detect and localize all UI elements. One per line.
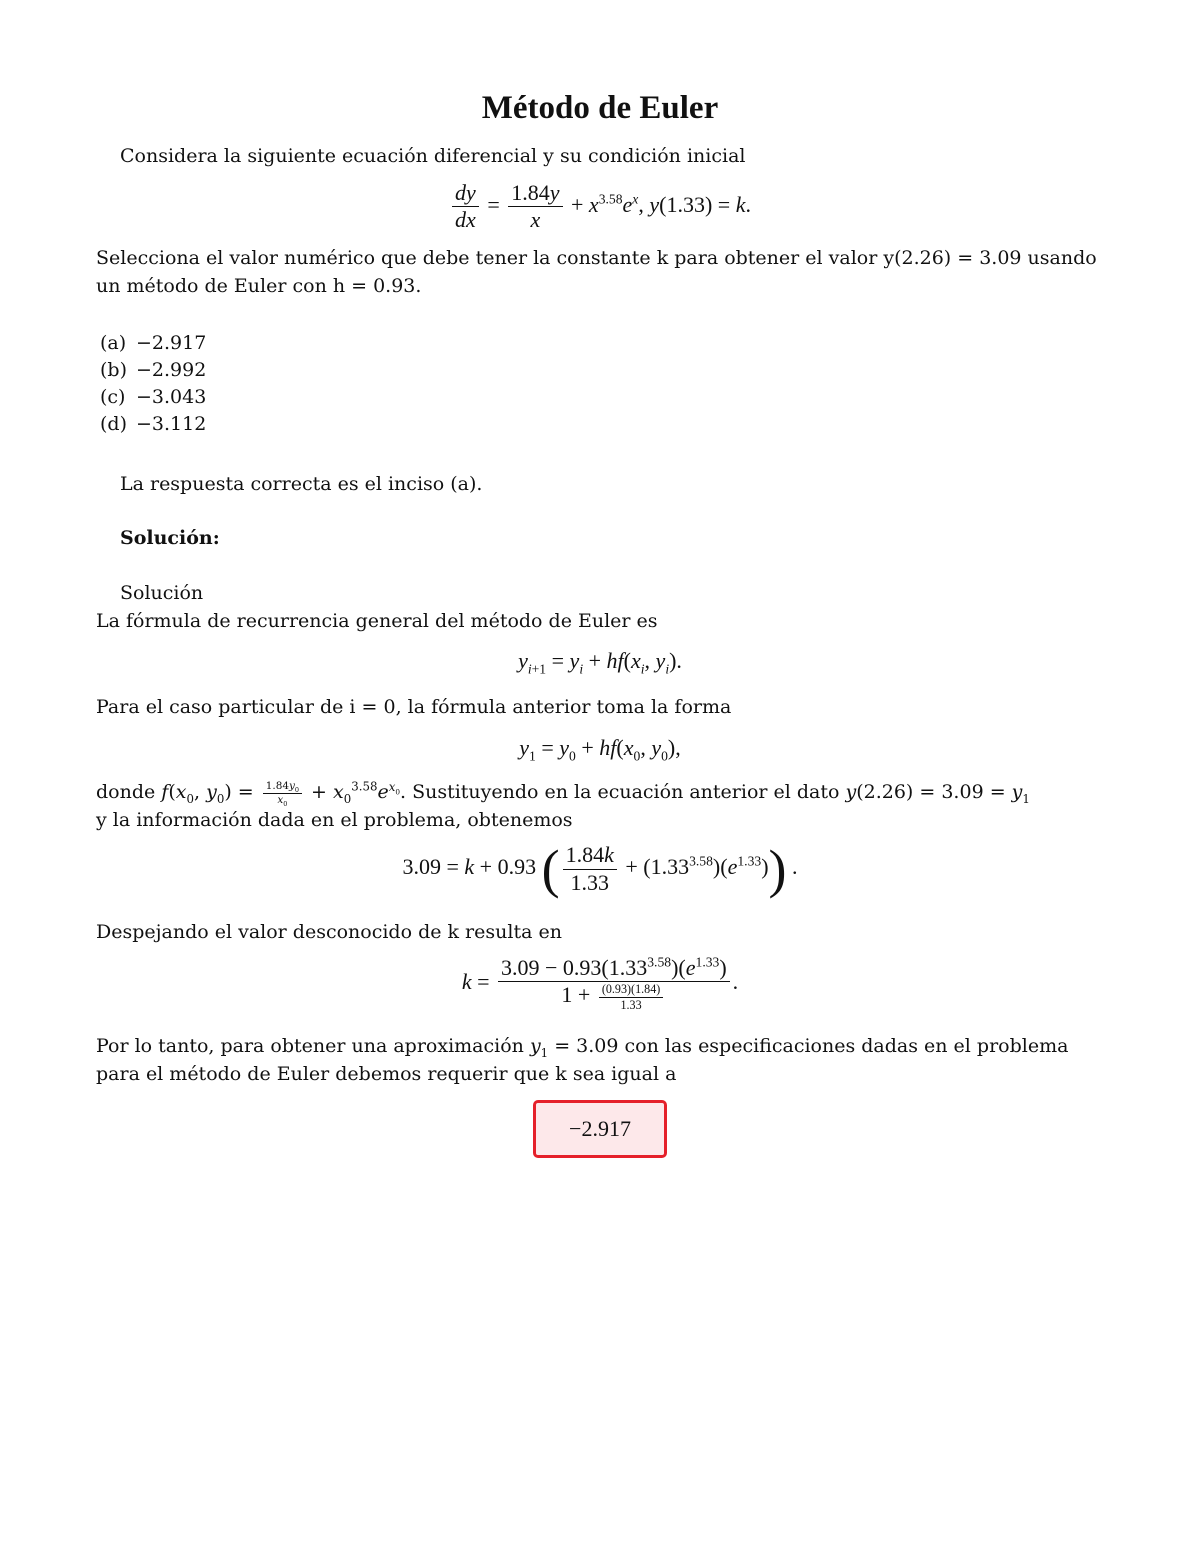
donde-line-2: y la información dada en el problema, obtenemos <box>96 809 573 831</box>
option-d <box>100 411 206 438</box>
particular-text: Para el caso particular de i = 0, la fórmula anterior toma la forma <box>96 696 732 718</box>
recurrence-formula: $y_{i+1} = y_i + hf(x_i$, $y_i$). <box>518 648 682 677</box>
final-answer: −2.917 <box>569 1116 631 1141</box>
page-title: Método de Euler <box>481 90 719 126</box>
donde-line-1: donde $f(x_0$, $y_0$) = $\frac{1.84y_0}{x_0}$ + $x_0^{3.58}e^{x_0}$. Sustituyendo en la ecuación anterior el dato $y(2.26) = 3.09 = y_1$ <box>96 779 1030 808</box>
recurrence-text: La fórmula de recurrencia general del método de Euler es <box>96 610 658 632</box>
question-line-1: Selecciona el valor numérico que debe tener la constante k para obtener el valor y(2.26) = 3.09 usando <box>96 247 1097 269</box>
option-label: (a) <box>100 332 127 354</box>
option-label: (c) <box>100 386 126 408</box>
option-label: (d) <box>100 413 127 435</box>
option-value: −3.112 <box>136 413 207 435</box>
option-b <box>100 357 206 384</box>
ode-equation: $\frac{dy}{dx}$ = $\frac{1.84y}{x}$ + $x^{3.58}e^x$, y(1.33) = k. <box>0 180 1200 234</box>
despejando-text: Despejando el valor desconocido de k resulta en <box>96 921 562 943</box>
substituted-equation: 3.09 = k + 0.93 ( $\frac{1.84k}{1.33}$ + $(1.33^{3.58})(e^{1.33})$) . <box>402 839 798 899</box>
option-a <box>100 330 206 357</box>
solution-heading: Solución: <box>120 527 220 549</box>
option-value: −2.992 <box>136 359 207 381</box>
answer-text: La respuesta correcta es el inciso (a). <box>120 473 483 495</box>
k-formula: k = $3.09 - 0.93(1.33^{3.58})(e^{1.33})$ 1 + $\frac{(0.93)(1.84)}{1.33}$ . <box>461 954 739 1012</box>
option-c <box>100 384 206 411</box>
option-value: −3.043 <box>136 386 207 408</box>
option-value: −2.917 <box>136 332 207 354</box>
intro-text: Considera la siguiente ecuación diferencial y su condición inicial <box>120 145 746 167</box>
option-label: (b) <box>100 359 127 381</box>
final-answer-box <box>533 1100 667 1158</box>
particular-formula: $y_1 = y_0 + hf(x_0$, $y_0$), <box>519 735 681 764</box>
question-line-2: un método de Euler con h = 0.93. <box>96 275 422 297</box>
solution-subheading: Solución <box>120 582 204 604</box>
conclusion-line-1: Por lo tanto, para obtener una aproximación $y_1 = 3.09$ con las especificaciones dadas en el problema <box>96 1035 1069 1060</box>
conclusion-line-2: para el método de Euler debemos requerir que k sea igual a <box>96 1063 677 1085</box>
